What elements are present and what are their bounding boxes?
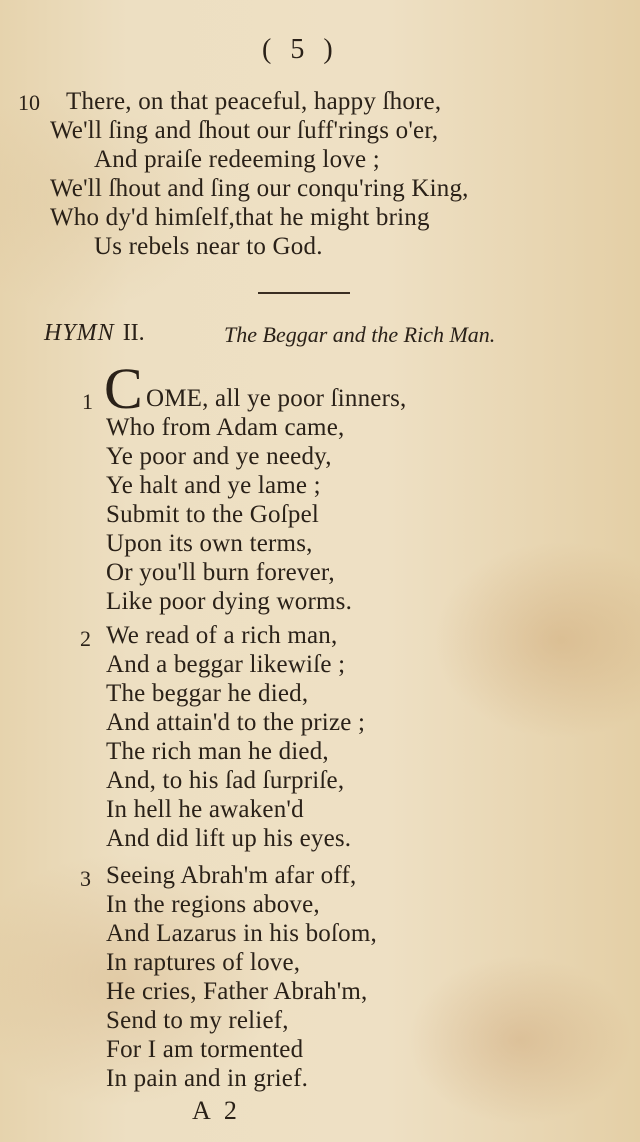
hymn-label: HYMN	[44, 320, 115, 346]
hymn-number: II.	[122, 320, 145, 346]
verse-line: And, to his ſad ſurpriſe,	[106, 767, 345, 794]
stanza-number: 10	[18, 90, 40, 115]
stanza-line: Us rebels near to God.	[94, 233, 323, 260]
verse-line: And attain'd to the prize ;	[106, 709, 366, 736]
verse-number: 3	[80, 866, 91, 891]
verse-line: In the regions above,	[106, 891, 320, 918]
verse-line: In raptures of love,	[106, 949, 301, 976]
signature-mark: A 2	[192, 1096, 241, 1125]
stanza-line: There, on that peaceful, happy ſhore,	[66, 88, 442, 115]
verse-line: The rich man he died,	[106, 738, 329, 765]
hymn-title: The Beggar and the Rich Man.	[224, 322, 496, 347]
verse-line: OME, all ye poor ſinners,	[146, 385, 407, 412]
verse-line: Send to my relief,	[106, 1007, 289, 1034]
verse-line: And a beggar likewiſe ;	[106, 651, 346, 678]
verse-number: 1	[82, 389, 93, 414]
verse-line: Or you'll burn forever,	[106, 559, 335, 586]
stanza-line: We'll ſing and ſhout our ſuff'rings o'er,	[50, 117, 439, 144]
verse-line: In hell he awaken'd	[106, 796, 304, 823]
verse-line: In pain and in grief.	[106, 1065, 309, 1092]
drop-cap: C	[104, 356, 143, 421]
stanza-line: Who dy'd himſelf,that he might bring	[50, 204, 430, 231]
verse-line: We read of a rich man,	[106, 622, 338, 649]
verse-line: Ye poor and ye needy,	[106, 443, 332, 470]
verse-line: And Lazarus in his boſom,	[106, 920, 377, 947]
section-divider	[258, 292, 350, 294]
verse-number: 2	[80, 626, 91, 651]
page-number: ( 5 )	[262, 34, 339, 65]
verse-line: Who from Adam came,	[106, 414, 345, 441]
verse-line: Seeing Abrah'm afar off,	[106, 862, 357, 889]
verse-line: Ye halt and ye lame ;	[106, 472, 321, 499]
verse-line: For I am tormented	[106, 1036, 304, 1063]
verse-line: Submit to the Goſpel	[106, 501, 320, 528]
stanza-line: And praiſe redeeming love ;	[94, 146, 380, 173]
verse-line: And did lift up his eyes.	[106, 825, 352, 852]
hymn-heading	[44, 320, 496, 347]
verse-line: Upon its own terms,	[106, 530, 313, 557]
stanza-line: We'll ſhout and ſing our conqu'ring King,	[50, 175, 469, 202]
verse-line: The beggar he died,	[106, 680, 309, 707]
verse-line: He cries, Father Abrah'm,	[106, 978, 368, 1005]
verse-line: Like poor dying worms.	[106, 588, 353, 615]
